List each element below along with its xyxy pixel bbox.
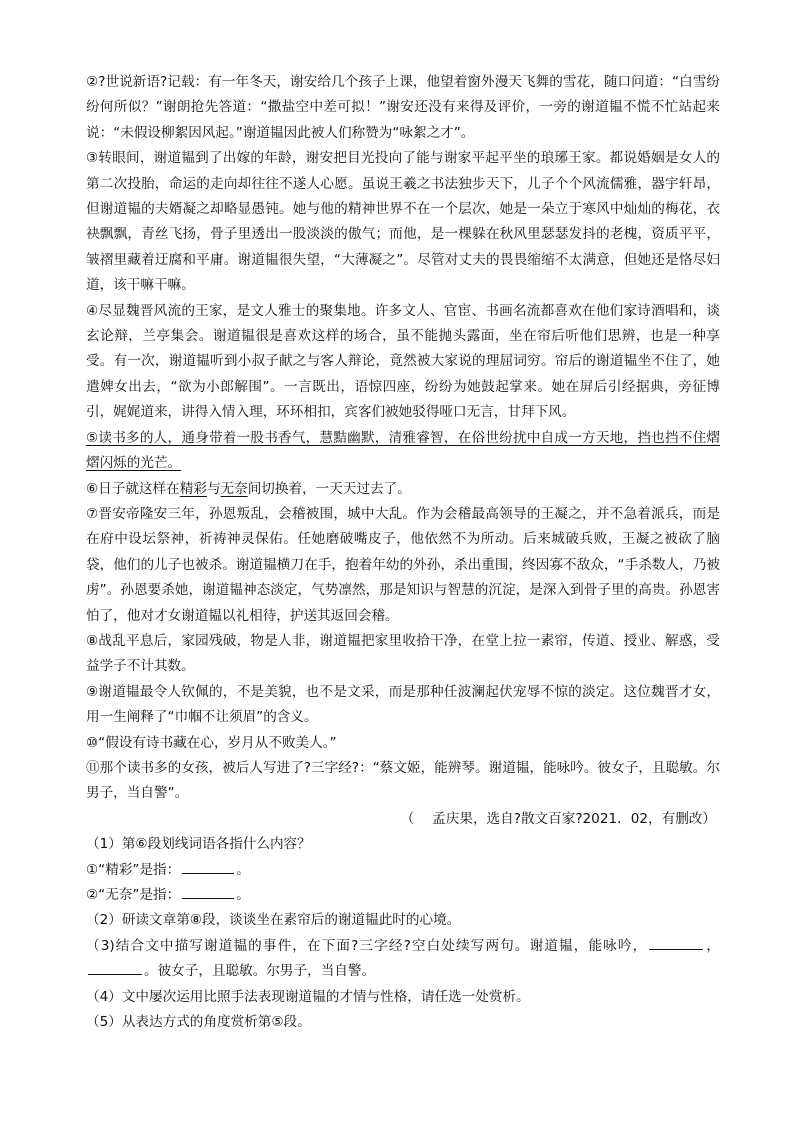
underlined-word-wunai: 无奈 [220,480,248,497]
article-body [86,70,720,1035]
answer-blank-3b[interactable] [88,960,142,975]
question-1a [86,858,720,883]
question-3 [86,934,720,985]
question-5: （5）从表达方式的角度赏析第⑤段。 [86,1014,311,1031]
question-2: （2）研读文章第⑧段，谈谈坐在素帘后的谢道韫此时的心境。 [86,912,461,929]
paragraph-3: ③转眼间，谢道韫到了出嫁的年龄，谢安把目光投向了能与谢家平起平坐的琅琊王家。都说婚姻是女人的第二次投胎，命运的走向却往往不遂人心愿。虽说王羲之书法独步天下，儿子个个风流儒雅，器宇轩昂，但谢道韫的夫婿凝之却略显愚钝。她与他的精神世界不在一个层次，她是一朵立于寒风中灿灿的梅花，衣袂飘飘，青丝飞扬，骨子里透出一股淡淡的傲气；而他，是一棵躲在秋风里瑟瑟发抖的老槐，资质平平，皱褶里藏着迂腐和平庸。谢道韫很失望，“大薄凝之”。尽管对丈夫的畏畏缩缩不太满意，但她还是恪尽妇道，该干嘛干嘛。 [86,150,720,294]
paragraph-5-underlined: ⑤读书多的人，通身带着一股书香气，慧黠幽默，清雅睿智，在俗世纷扰中自成一方天地，挡也挡不住熠熠闪烁的光芒。 [86,429,720,472]
question-3-text: （3)结合文中描写谢道韫的事件，在下面?三字经?空白处续写两句。谢道韫，能咏吟， [86,937,648,954]
underlined-word-jingcai: 精彩 [179,480,207,497]
paragraph-10: ⑩“假设有诗书藏在心，岁月从不败美人。” [86,734,337,751]
paragraph-6-conj: 与 [206,480,221,497]
paragraph-8: ⑧战乱平息后，家园残破，物是人非，谢道韫把家里收拾干净，在堂上拉一素帘，传道、授业、解惑，受益学子不计其数。 [86,632,720,675]
paragraph-6 [86,477,720,502]
question-1b-label: ②“无奈”是指： [86,887,181,903]
question-1a-label: ①“精彩”是指： [86,861,181,878]
paragraph-4: ④尽显魏晋风流的王家，是文人雅士的聚集地。许多文人、官宦、书画名流都喜欢在他们家诗酒唱和，谈玄论辩，兰亭集会。谢道韫很是喜欢这样的场合，虽不能抛头露面，坐在帘后听他们思辨，也是一种享受。有一次，谢道韫听到小叔子献之与客人辩论，竟然被大家说的理屈词穷。帘后的谢道韫坐不住了，她遣婢女出去，“欲为小郎解围”。一言既出，语惊四座，纷纷为她鼓起掌来。她在屏后引经据典，旁征博引，娓娓道来，讲得入情入理，环环相扣，宾客们被她驳得哑口无言，甘拜下风。 [86,302,720,421]
answer-blank-3a[interactable] [649,935,703,950]
paragraph-6-start: ⑥日子就这样在 [86,480,180,497]
question-1b [86,883,720,908]
article-source: （ 孟庆果，选自?散文百家?2021．02，有删改） [400,810,716,827]
question-4: （4）文中屡次运用比照手法表现谢道韫的才情与性格，请任选一处赏析。 [86,988,530,1005]
paragraph-7: ⑦晋安帝隆安三年，孙恩叛乱，会稽被围，城中大乱。作为会稽最高领导的王凝之，并不急着派兵，而是在府中设坛祭神，祈祷神灵保佑。任她磨破嘴皮子，他依然不为所动。后来城破兵败，王凝之被砍了脑袋，他们的儿子也被杀。谢道韫横刀在手，抱着年幼的外孙，杀出重围，终因寡不敌众，“手杀数人，乃被虏”。孙恩要杀她，谢道韫神态淡定，气势凛然，那是知识与智慧的沉淀，是深入到骨子里的高贵。孙恩害怕了，他对才女谢道韫以礼相待，护送其返回会稽。 [86,505,720,624]
paragraph-11: ⑪那个读书多的女孩，被后人写进了?三字经?：“蔡文姬，能辨琴。谢道韫，能咏吟。彼女子，且聪敏。尔男子，当自警”。 [86,759,720,802]
paragraph-6-end: 间切换着，一天天过去了。 [247,480,411,497]
question-1b-end: 。 [236,887,250,903]
question-3-text-end: 。彼女子，且聪敏。尔男子，当自警。 [144,963,376,980]
answer-blank-1a[interactable] [182,859,234,874]
answer-blank-1b[interactable] [182,884,234,899]
question-1a-end: 。 [236,861,250,878]
question-1: （1）第⑥段划线词语各指什么内容？ [86,836,311,853]
question-3-comma: ， [705,937,720,954]
paragraph-9: ⑨谢道韫最令人钦佩的，不是美貌，也不是文采，而是那种任波澜起伏宠辱不惊的淡定。这位魏晋才女，用一生阐释了“巾帼不让须眉”的含义。 [86,683,720,726]
paragraph-2: ②?世说新语?记载：有一年冬天，谢安给几个孩子上课，他望着窗外漫天飞舞的雪花，随口问道：“白雪纷纷何所似？”谢朗抢先答道：“撒盐空中差可拟！”谢安还没有来得及评价，一旁的谢道韫不慌不忙站起来说：“未假设柳絮因风起。”谢道韫因此被人们称赞为“咏絮之才”。 [86,74,720,141]
